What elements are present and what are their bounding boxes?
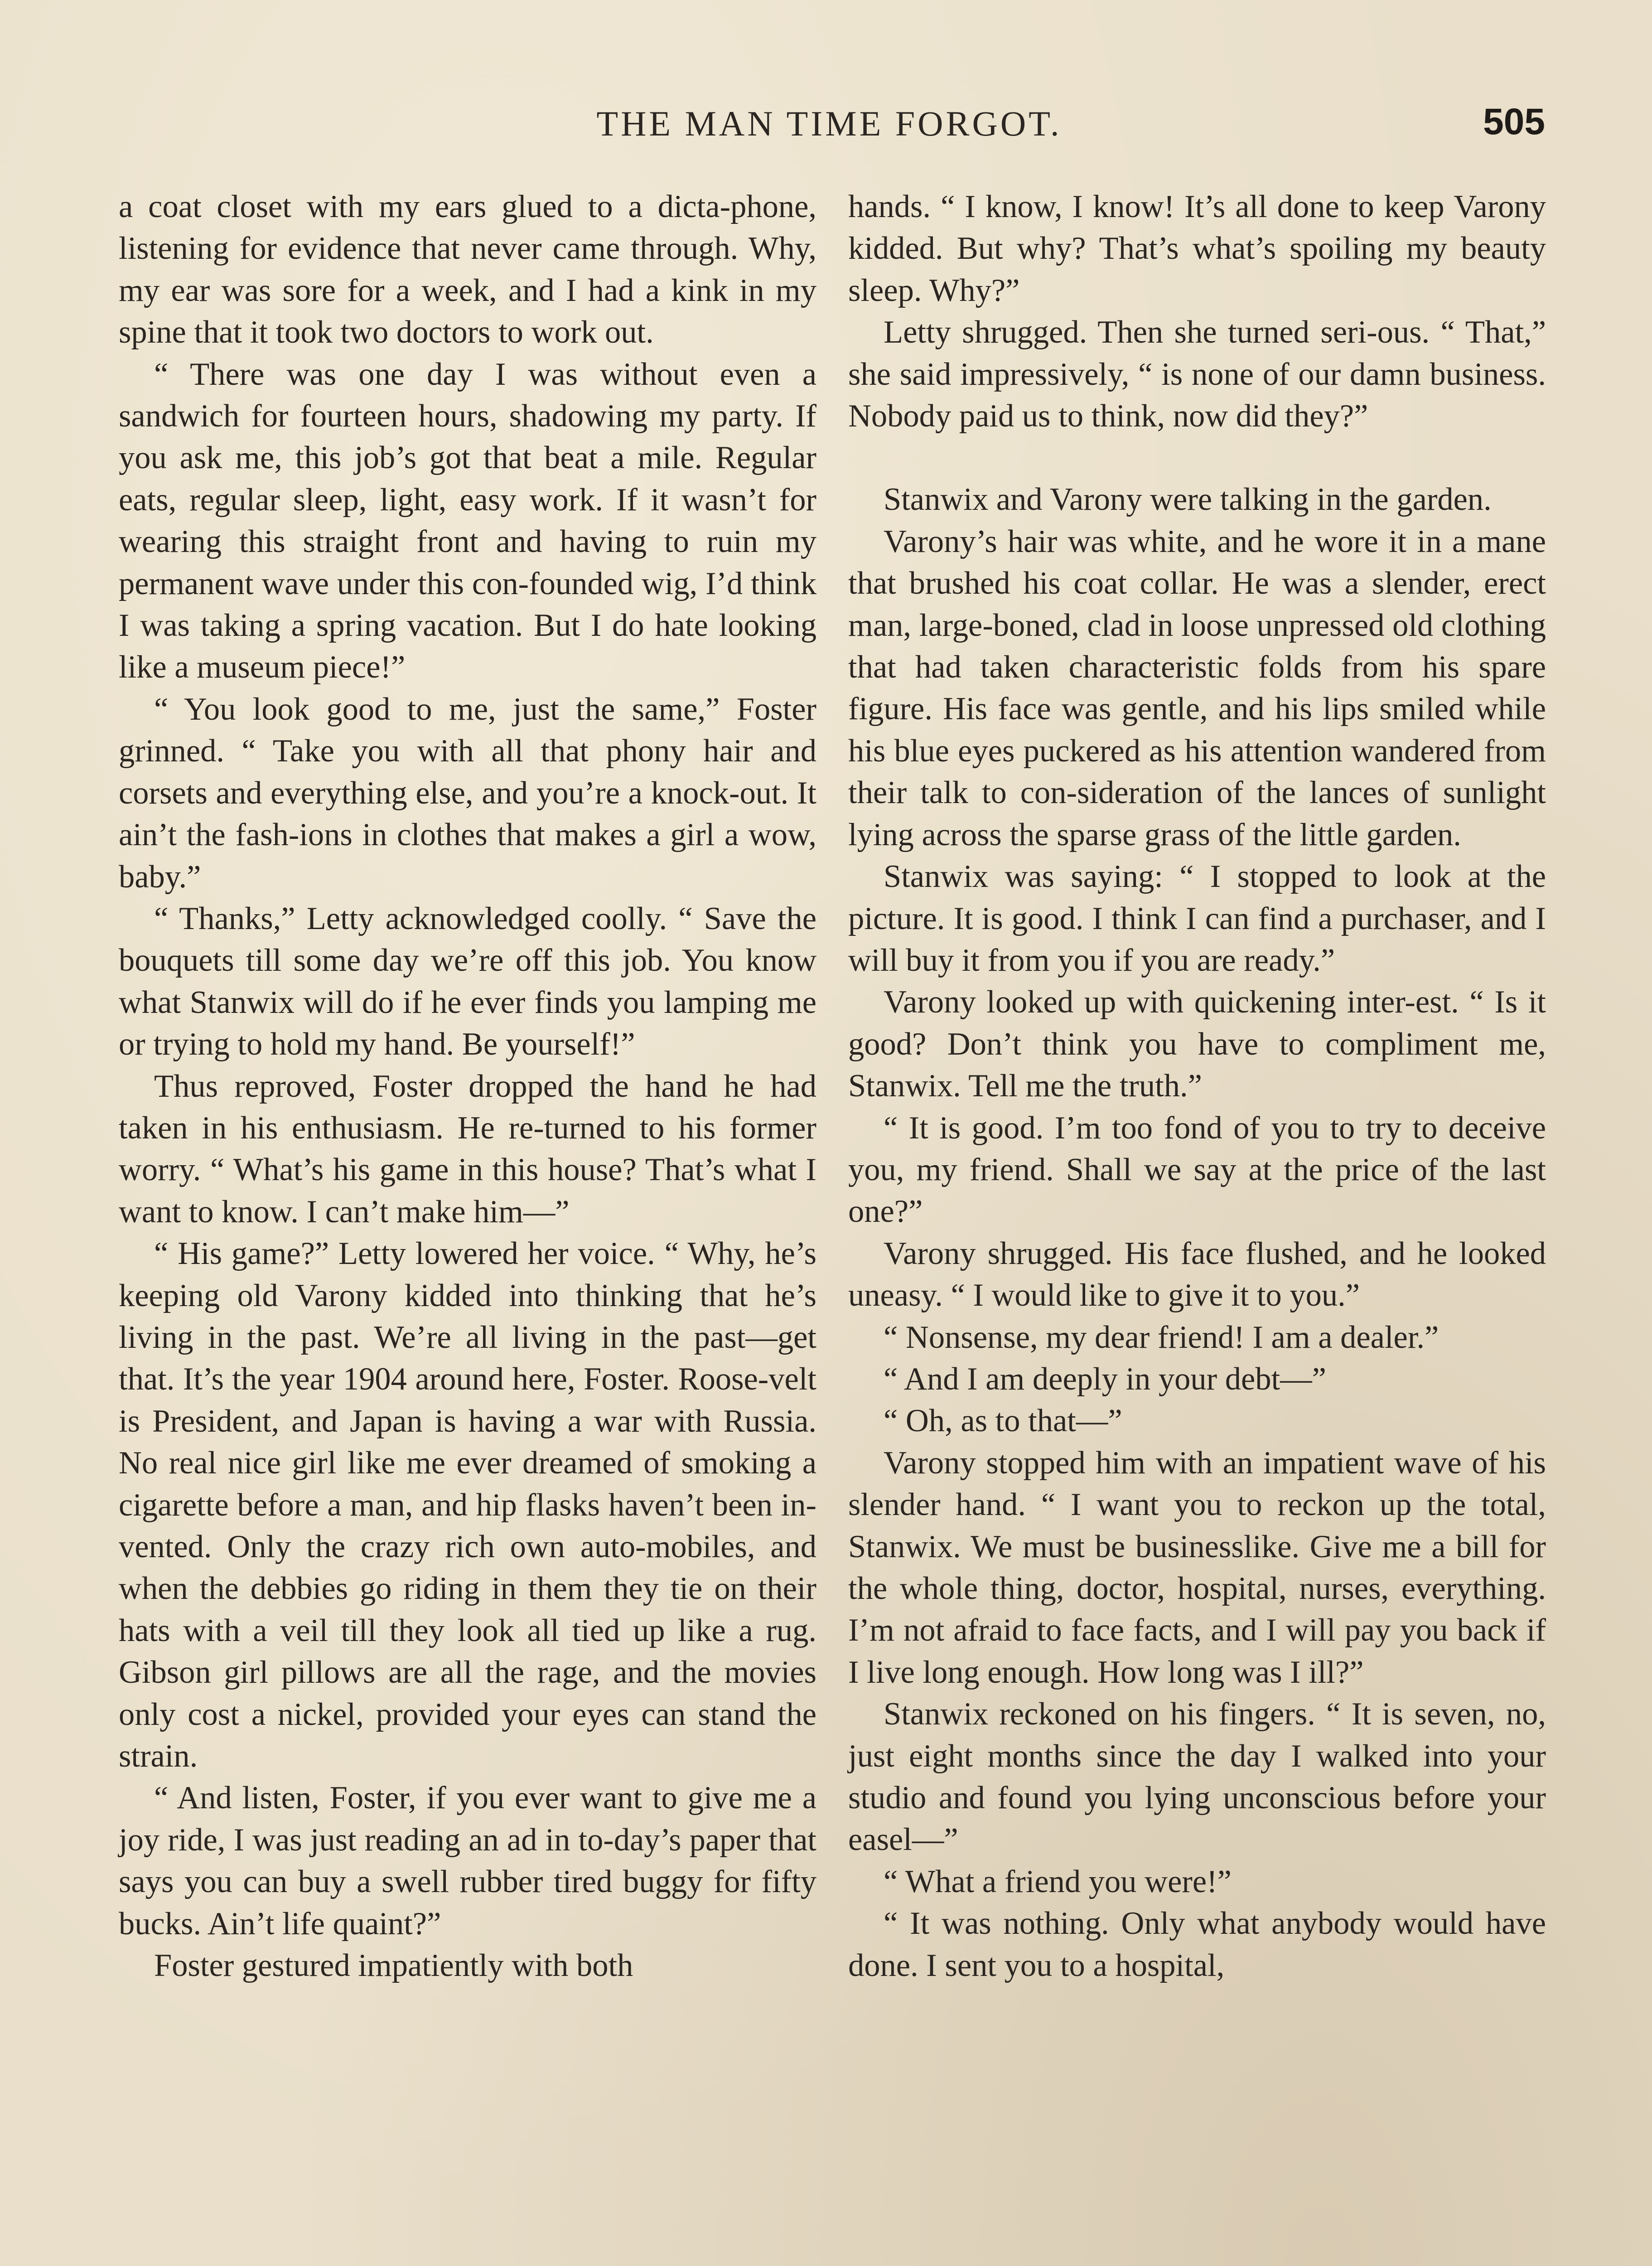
paragraph: “ Thanks,” Letty acknowledged coolly. “ Save the bouquets till some day we’re off this job. You know what Stanwix will do if he ever finds you lamping me or trying to hold my hand. Be yourself!” [119, 901, 816, 1062]
running-head [113, 103, 1545, 158]
paragraph: Stanwix was saying: “ I stopped to look at the picture. It is good. I think I can find a purchaser, and I will buy it from you if you are ready.” [848, 859, 1546, 978]
paragraph: “ It is good. I’m too fond of you to try to deceive you, my friend. Shall we say at the price of the last one?” [848, 1110, 1546, 1230]
paragraph: Varony looked up with quickening inter-est. “ Is it good? Don’t think you have to compliment me, Stanwix. Tell me the truth.” [848, 984, 1546, 1104]
paragraph: Stanwix reckoned on his fingers. “ It is seven, no, just eight months since the day I walked into your studio and found you lying unconscious before your easel—” [848, 1696, 1546, 1858]
paragraph: “ And I am deeply in your debt—” [884, 1361, 1326, 1397]
paragraph: “ There was one day I was without even a sandwich for fourteen hours, shadowing my party. If you ask me, this job’s got that beat a mile. Regular eats, regular sleep, light, easy work. If it wasn’t for wearing this straight front and having to ruin my permanent wave under this con-founded wig, I’d think I was taking a spring vacation. But I do hate looking like a museum piece!” [119, 356, 816, 685]
paragraph: a coat closet with my ears glued to a dicta-phone, listening for evidence that never came through. Why, my ear was sore for a week, and I had a kink in my spine that it took two doctors to work out. [119, 189, 816, 350]
right-column [848, 186, 1546, 1986]
paragraph: Stanwix and Varony were talking in the garden. [884, 482, 1492, 518]
left-column [119, 186, 816, 1986]
paragraph: “ What a friend you were!” [884, 1864, 1232, 1899]
paragraph: Letty shrugged. Then she turned seri-ous. “ That,” she said impressively, “ is none of our damn business. Nobody paid us to think, now did they?” [848, 315, 1546, 434]
paragraph: “ It was nothing. Only what anybody would have done. I sent you to a hospital, [848, 1906, 1546, 1983]
paragraph: Varony’s hair was white, and he wore it in a mane that brushed his coat collar. He was a slender, erect man, large-boned, clad in loose unpressed old clothing that had taken characteristic folds from his spare figure. His face was gentle, and his lips smiled while his blue eyes puckered as his attention wandered from their talk to con-sideration of the lances of sunlight lying across the sparse grass of the little garden. [848, 523, 1546, 852]
paragraph: Varony shrugged. His face flushed, and he looked uneasy. “ I would like to give it to you.” [848, 1235, 1546, 1313]
paragraph: “ You look good to me, just the same,” Foster grinned. “ Take you with all that phony hair and corsets and everything else, and you’re a knock-out. It ain’t the fash-ions in clothes that makes a girl a wow, baby.” [119, 691, 816, 895]
paragraph: “ His game?” Letty lowered her voice. “ Why, he’s keeping old Varony kidded into thinking that he’s living in the past. We’re all living in the past—get that. It’s the year 1904 around here, Foster. Roose-velt is President, and Japan is having a war with Russia. No real nice girl like me ever dreamed of smoking a cigarette before a man, and hip flasks haven’t been in-vented. Only the crazy rich own auto-mobiles, and when the debbies go riding in them they tie on their hats with a veil till they look all tied up like a rug. Gibson girl pillows are all the rage, and the movies only cost a nickel, provided your eyes can stand the strain. [119, 1236, 816, 1774]
paragraph: “ And listen, Foster, if you ever want to give me a joy ride, I was just reading an ad in to-day’s paper that says you can buy a swell rubber tired buggy for fifty bucks. Ain’t life quaint?” [119, 1780, 816, 1942]
page-number: 505 [1483, 101, 1545, 142]
paragraph: hands. “ I know, I know! It’s all done to keep Varony kidded. But why? That’s what’s spoiling my beauty sleep. Why?” [848, 189, 1546, 308]
paragraph: Thus reproved, Foster dropped the hand he had taken in his enthusiasm. He re-turned to his former worry. “ What’s his game in this house? That’s what I want to know. I can’t make him—” [119, 1068, 816, 1230]
paragraph: Varony stopped him with an impatient wave of his slender hand. “ I want you to reckon up the total, Stanwix. We must be businesslike. Give me a bill for the whole thing, doctor, hospital, nurses, everything. I’m not afraid to face facts, and I will pay you back if I live long enough. How long was I ill?” [848, 1445, 1546, 1690]
running-title: THE MAN TIME FORGOT. [596, 104, 1062, 143]
paragraph: Foster gestured impatiently with both [154, 1948, 633, 1984]
paragraph: “ Oh, as to that—” [884, 1403, 1122, 1439]
paragraph: “ Nonsense, my dear friend! I am a dealer.” [884, 1319, 1439, 1355]
